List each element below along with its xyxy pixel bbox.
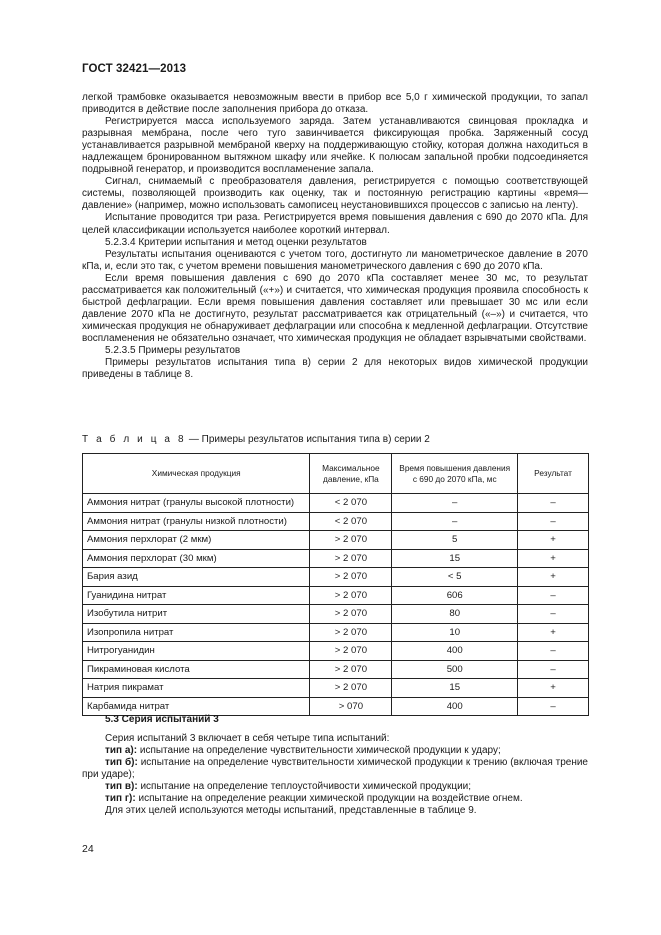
- max-pressure-cell: > 2 070: [310, 586, 392, 605]
- table-row: [83, 512, 589, 531]
- max-pressure-cell: < 2 070: [310, 494, 392, 513]
- table-caption: [82, 434, 430, 445]
- result-cell: –: [518, 660, 589, 679]
- paragraph: Для этих целей используются методы испытаний, представленные в таблице 9.: [105, 805, 477, 817]
- body-text: [82, 92, 588, 381]
- paragraph: Серия испытаний 3 включает в себя четыре типа испытаний:: [105, 733, 390, 745]
- substance-cell: Изопропила нитрат: [83, 623, 310, 642]
- document-header: ГОСТ 32421—2013: [82, 63, 187, 75]
- list-item-label: тип а):: [105, 745, 138, 757]
- list-item-label: тип г):: [105, 793, 136, 805]
- list-item-text: испытание на определение реакции химической продукции на воздействие огнем.: [135, 793, 523, 805]
- substance-cell: Изобутила нитрит: [83, 605, 310, 624]
- substance-cell: Аммония нитрат (гранулы высокой плотности): [83, 494, 310, 513]
- table-row: [83, 623, 589, 642]
- max-pressure-cell: > 2 070: [310, 605, 392, 624]
- paragraph: Регистрируется масса используемого заряда. Затем устанавливаются свинцовая прокладка и разрывная мембрана, после чего туго завинчивается фиксирующая пробка. Заряженный сосуд устанавливается разрывной мембраной кверху на поддерживающую стойку, которая должна находиться в надлежащем бронированном вытяжном шкафу или ячейке. К полюсам запальной пробки подсоединяется подрывной генератор, и производится воспламенение запала.: [82, 116, 588, 176]
- rise-time-cell: 606: [392, 586, 518, 605]
- list-item: [82, 781, 588, 793]
- max-pressure-cell: > 2 070: [310, 568, 392, 587]
- rise-time-cell: –: [392, 494, 518, 513]
- table-row: [83, 642, 589, 661]
- table-row: [83, 586, 589, 605]
- substance-cell: Нитрогуанидин: [83, 642, 310, 661]
- substance-cell: Бария азид: [83, 568, 310, 587]
- table-row: [83, 531, 589, 550]
- list-item-text: испытание на определение чувствительности химической продукции к трению (включая трение при ударе);: [82, 757, 588, 781]
- result-cell: +: [518, 549, 589, 568]
- substance-cell: Карбамида нитрат: [83, 697, 310, 716]
- paragraph: легкой трамбовке оказывается невозможным ввести в прибор все 5,0 г химической продукции, то запал приводится в действие после заполнения прибора до отказа.: [82, 92, 588, 116]
- column-header: Химическая продукция: [83, 454, 310, 494]
- result-cell: +: [518, 531, 589, 550]
- subsection-heading: 5.2.3.4 Критерии испытания и метод оценки результатов: [105, 236, 367, 248]
- rise-time-cell: 15: [392, 549, 518, 568]
- rise-time-cell: 10: [392, 623, 518, 642]
- result-cell: +: [518, 623, 589, 642]
- result-cell: –: [518, 586, 589, 605]
- result-cell: –: [518, 605, 589, 624]
- results-table: [82, 453, 589, 716]
- result-cell: +: [518, 568, 589, 587]
- table-row: [83, 605, 589, 624]
- result-cell: –: [518, 697, 589, 716]
- list-item-label: тип б):: [105, 757, 138, 769]
- table-row: [83, 679, 589, 698]
- column-header: Время повышения давления с 690 до 2070 кПа, мс: [392, 454, 518, 494]
- substance-cell: Аммония нитрат (гранулы низкой плотности): [83, 512, 310, 531]
- section-title: 5.3 Серия испытаний 3: [105, 714, 219, 725]
- list-item-text: испытание на определение чувствительности химической продукции к удару;: [137, 745, 501, 757]
- rise-time-cell: 400: [392, 697, 518, 716]
- list-item-label: тип в):: [105, 781, 138, 793]
- substance-cell: Натрия пикрамат: [83, 679, 310, 698]
- substance-cell: Пикраминовая кислота: [83, 660, 310, 679]
- paragraph: Если время повышения давления с 690 до 2070 кПа составляет менее 30 мс, то результат рассматривается как положительный («+») и считается, что химическая продукция проявила способность к быстрой дефлаграции. Если время повышения давления составляет или превышает 30 мс или если давление 2070 кПа не достигнуто, результат рассматривается как отрицательный («–») и считается, что химическая продукция не обнаруживает дефлаграции или способна к медленной дефлаграции. Отсутствие воспламенения не обязательно означает, что химическая продукция не обладает взрывчатыми свойствами.: [82, 272, 588, 344]
- substance-cell: Аммония перхлорат (30 мкм): [83, 549, 310, 568]
- max-pressure-cell: < 2 070: [310, 512, 392, 531]
- table-header-row: [83, 454, 589, 494]
- rise-time-cell: 500: [392, 660, 518, 679]
- subsection-heading: 5.2.3.5 Примеры результатов: [105, 344, 241, 356]
- result-cell: +: [518, 679, 589, 698]
- result-cell: –: [518, 642, 589, 661]
- result-cell: –: [518, 512, 589, 531]
- paragraph: Примеры результатов испытания типа в) серии 2 для некоторых видов химической продукции приведены в таблице 8.: [82, 357, 588, 381]
- table-row: [83, 660, 589, 679]
- column-header: Максимальное давление, кПа: [310, 454, 392, 494]
- paragraph: Испытание проводится три раза. Регистрируется время повышения давления с 690 до 2070 кПа. Для целей классификации используется наиболее короткий интервал.: [82, 212, 588, 236]
- table-row: [83, 568, 589, 587]
- max-pressure-cell: > 2 070: [310, 679, 392, 698]
- list-item: [82, 745, 588, 757]
- rise-time-cell: 80: [392, 605, 518, 624]
- paragraph: Результаты испытания оцениваются с учетом того, достигнуто ли манометрическое давление в 2070 кПа, и, если это так, с учетом времени повышения манометрического давления с 690 до 2070 кПа.: [82, 248, 588, 272]
- rise-time-cell: < 5: [392, 568, 518, 587]
- table-caption-prefix: Т а б л и ц а 8: [82, 434, 187, 445]
- table-row: [83, 494, 589, 513]
- list-item: [82, 757, 588, 781]
- table-row: [83, 697, 589, 716]
- rise-time-cell: –: [392, 512, 518, 531]
- page-number: 24: [82, 843, 94, 855]
- max-pressure-cell: > 2 070: [310, 531, 392, 550]
- max-pressure-cell: > 2 070: [310, 660, 392, 679]
- column-header: Результат: [518, 454, 589, 494]
- rise-time-cell: 400: [392, 642, 518, 661]
- result-cell: –: [518, 494, 589, 513]
- section-5-3: [82, 714, 588, 817]
- max-pressure-cell: > 070: [310, 697, 392, 716]
- list-item: [82, 793, 588, 805]
- table-row: [83, 549, 589, 568]
- table-caption-text: — Примеры результатов испытания типа в) серии 2: [186, 434, 430, 445]
- max-pressure-cell: > 2 070: [310, 623, 392, 642]
- max-pressure-cell: > 2 070: [310, 549, 392, 568]
- max-pressure-cell: > 2 070: [310, 642, 392, 661]
- substance-cell: Аммония перхлорат (2 мкм): [83, 531, 310, 550]
- list-item-text: испытание на определение теплоустойчивости химической продукции;: [137, 781, 472, 793]
- substance-cell: Гуанидина нитрат: [83, 586, 310, 605]
- rise-time-cell: 5: [392, 531, 518, 550]
- rise-time-cell: 15: [392, 679, 518, 698]
- paragraph: Сигнал, снимаемый с преобразователя давления, регистрируется с помощью соответствующей системы, позволяющей производить как оценку, так и постоянную регистрацию картины «время—давление» (например, можно использовать самописец неустановившихся процессов с записью на ленту).: [82, 176, 588, 212]
